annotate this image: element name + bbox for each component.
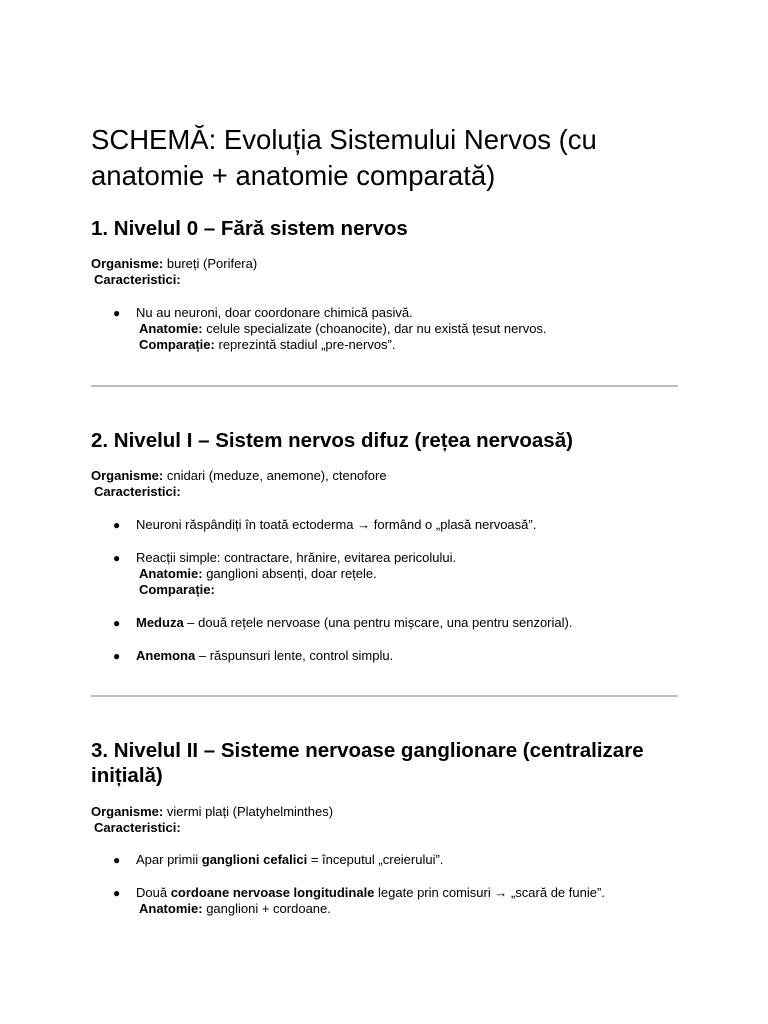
anemona-label: Anemona bbox=[136, 648, 196, 663]
bullet-icon: ● bbox=[113, 886, 121, 900]
comparatie-label: Comparație: bbox=[139, 582, 215, 597]
section-1-comparatie: reprezintă stadiul „pre-nervos”. bbox=[218, 337, 396, 352]
cordoane-term: cordoane nervoase longitudinale bbox=[170, 885, 375, 900]
section-3-meta bbox=[91, 804, 333, 836]
section-3-organisme: viermi plați (Platyhelminthes) bbox=[166, 804, 334, 819]
section-2-bullet-anemona bbox=[113, 648, 673, 664]
section-2-anatomie: ganglioni absenți, doar rețele. bbox=[206, 566, 377, 581]
caracteristici-label: Caracteristici: bbox=[94, 272, 181, 287]
bullet-text: legate prin comisuri → „scară de funie”. bbox=[374, 885, 605, 900]
section-2-bullet-1 bbox=[113, 517, 673, 533]
section-2-bullet-2 bbox=[113, 550, 673, 598]
bullet-icon: ● bbox=[113, 518, 121, 532]
bullet-icon: ● bbox=[113, 649, 121, 663]
bullet-icon: ● bbox=[113, 306, 121, 320]
bullet-text: Două bbox=[136, 885, 171, 900]
section-1-meta bbox=[91, 256, 257, 288]
ganglioni-cefalici-term: ganglioni cefalici bbox=[201, 852, 308, 867]
section-1-organisme: bureți (Porifera) bbox=[166, 256, 258, 271]
bullet-icon: ● bbox=[113, 853, 121, 867]
bullet-icon: ● bbox=[113, 616, 121, 630]
section-divider bbox=[91, 695, 678, 697]
section-3-bullet-1 bbox=[113, 852, 673, 868]
anatomie-label: Anatomie: bbox=[139, 321, 203, 336]
section-3-anatomie: ganglioni + cordoane. bbox=[206, 901, 331, 916]
bullet-icon: ● bbox=[113, 551, 121, 565]
anemona-text: – răspunsuri lente, control simplu. bbox=[195, 648, 394, 663]
section-1-anatomie: celule specializate (choanocite), dar nu există țesut nervos. bbox=[206, 321, 547, 336]
anatomie-label: Anatomie: bbox=[139, 901, 203, 916]
bullet-text: Nu au neuroni, doar coordonare chimică pasivă. bbox=[136, 305, 413, 320]
bullet-text: Neuroni răspândiți în toată ectoderma → formând o „plasă nervoasă”. bbox=[136, 517, 537, 532]
section-3-bullet-2 bbox=[113, 885, 673, 917]
meduza-text: – două rețele nervoase (una pentru mișcare, una pentru senzorial). bbox=[183, 615, 573, 630]
bullet-text: Reacții simple: contractare, hrănire, evitarea pericolului. bbox=[136, 550, 457, 565]
section-2-meta bbox=[91, 468, 387, 500]
anatomie-label: Anatomie: bbox=[139, 566, 203, 581]
caracteristici-label: Caracteristici: bbox=[94, 820, 181, 835]
organisme-label: Organisme: bbox=[91, 256, 164, 271]
section-2-bullet-meduza bbox=[113, 615, 673, 631]
organisme-label: Organisme: bbox=[91, 804, 164, 819]
meduza-label: Meduza bbox=[136, 615, 184, 630]
bullet-text: Apar primii bbox=[136, 852, 202, 867]
organisme-label: Organisme: bbox=[91, 468, 164, 483]
section-3-heading: 3. Nivelul II – Sisteme nervoase ganglionare (centralizare inițială) bbox=[91, 739, 644, 787]
document-title: SCHEMĂ: Evoluția Sistemului Nervos (cu anatomie + anatomie comparată) bbox=[91, 124, 597, 191]
section-2-heading: 2. Nivelul I – Sistem nervos difuz (rețea nervoasă) bbox=[91, 429, 573, 452]
comparatie-label: Comparație: bbox=[139, 337, 215, 352]
section-1-bullet-1 bbox=[113, 305, 673, 353]
caracteristici-label: Caracteristici: bbox=[94, 484, 181, 499]
section-divider bbox=[91, 385, 678, 387]
section-1-heading: 1. Nivelul 0 – Fără sistem nervos bbox=[91, 217, 408, 240]
section-2-organisme: cnidari (meduze, anemone), ctenofore bbox=[166, 468, 387, 483]
bullet-text: = începutul „creierului”. bbox=[307, 852, 444, 867]
